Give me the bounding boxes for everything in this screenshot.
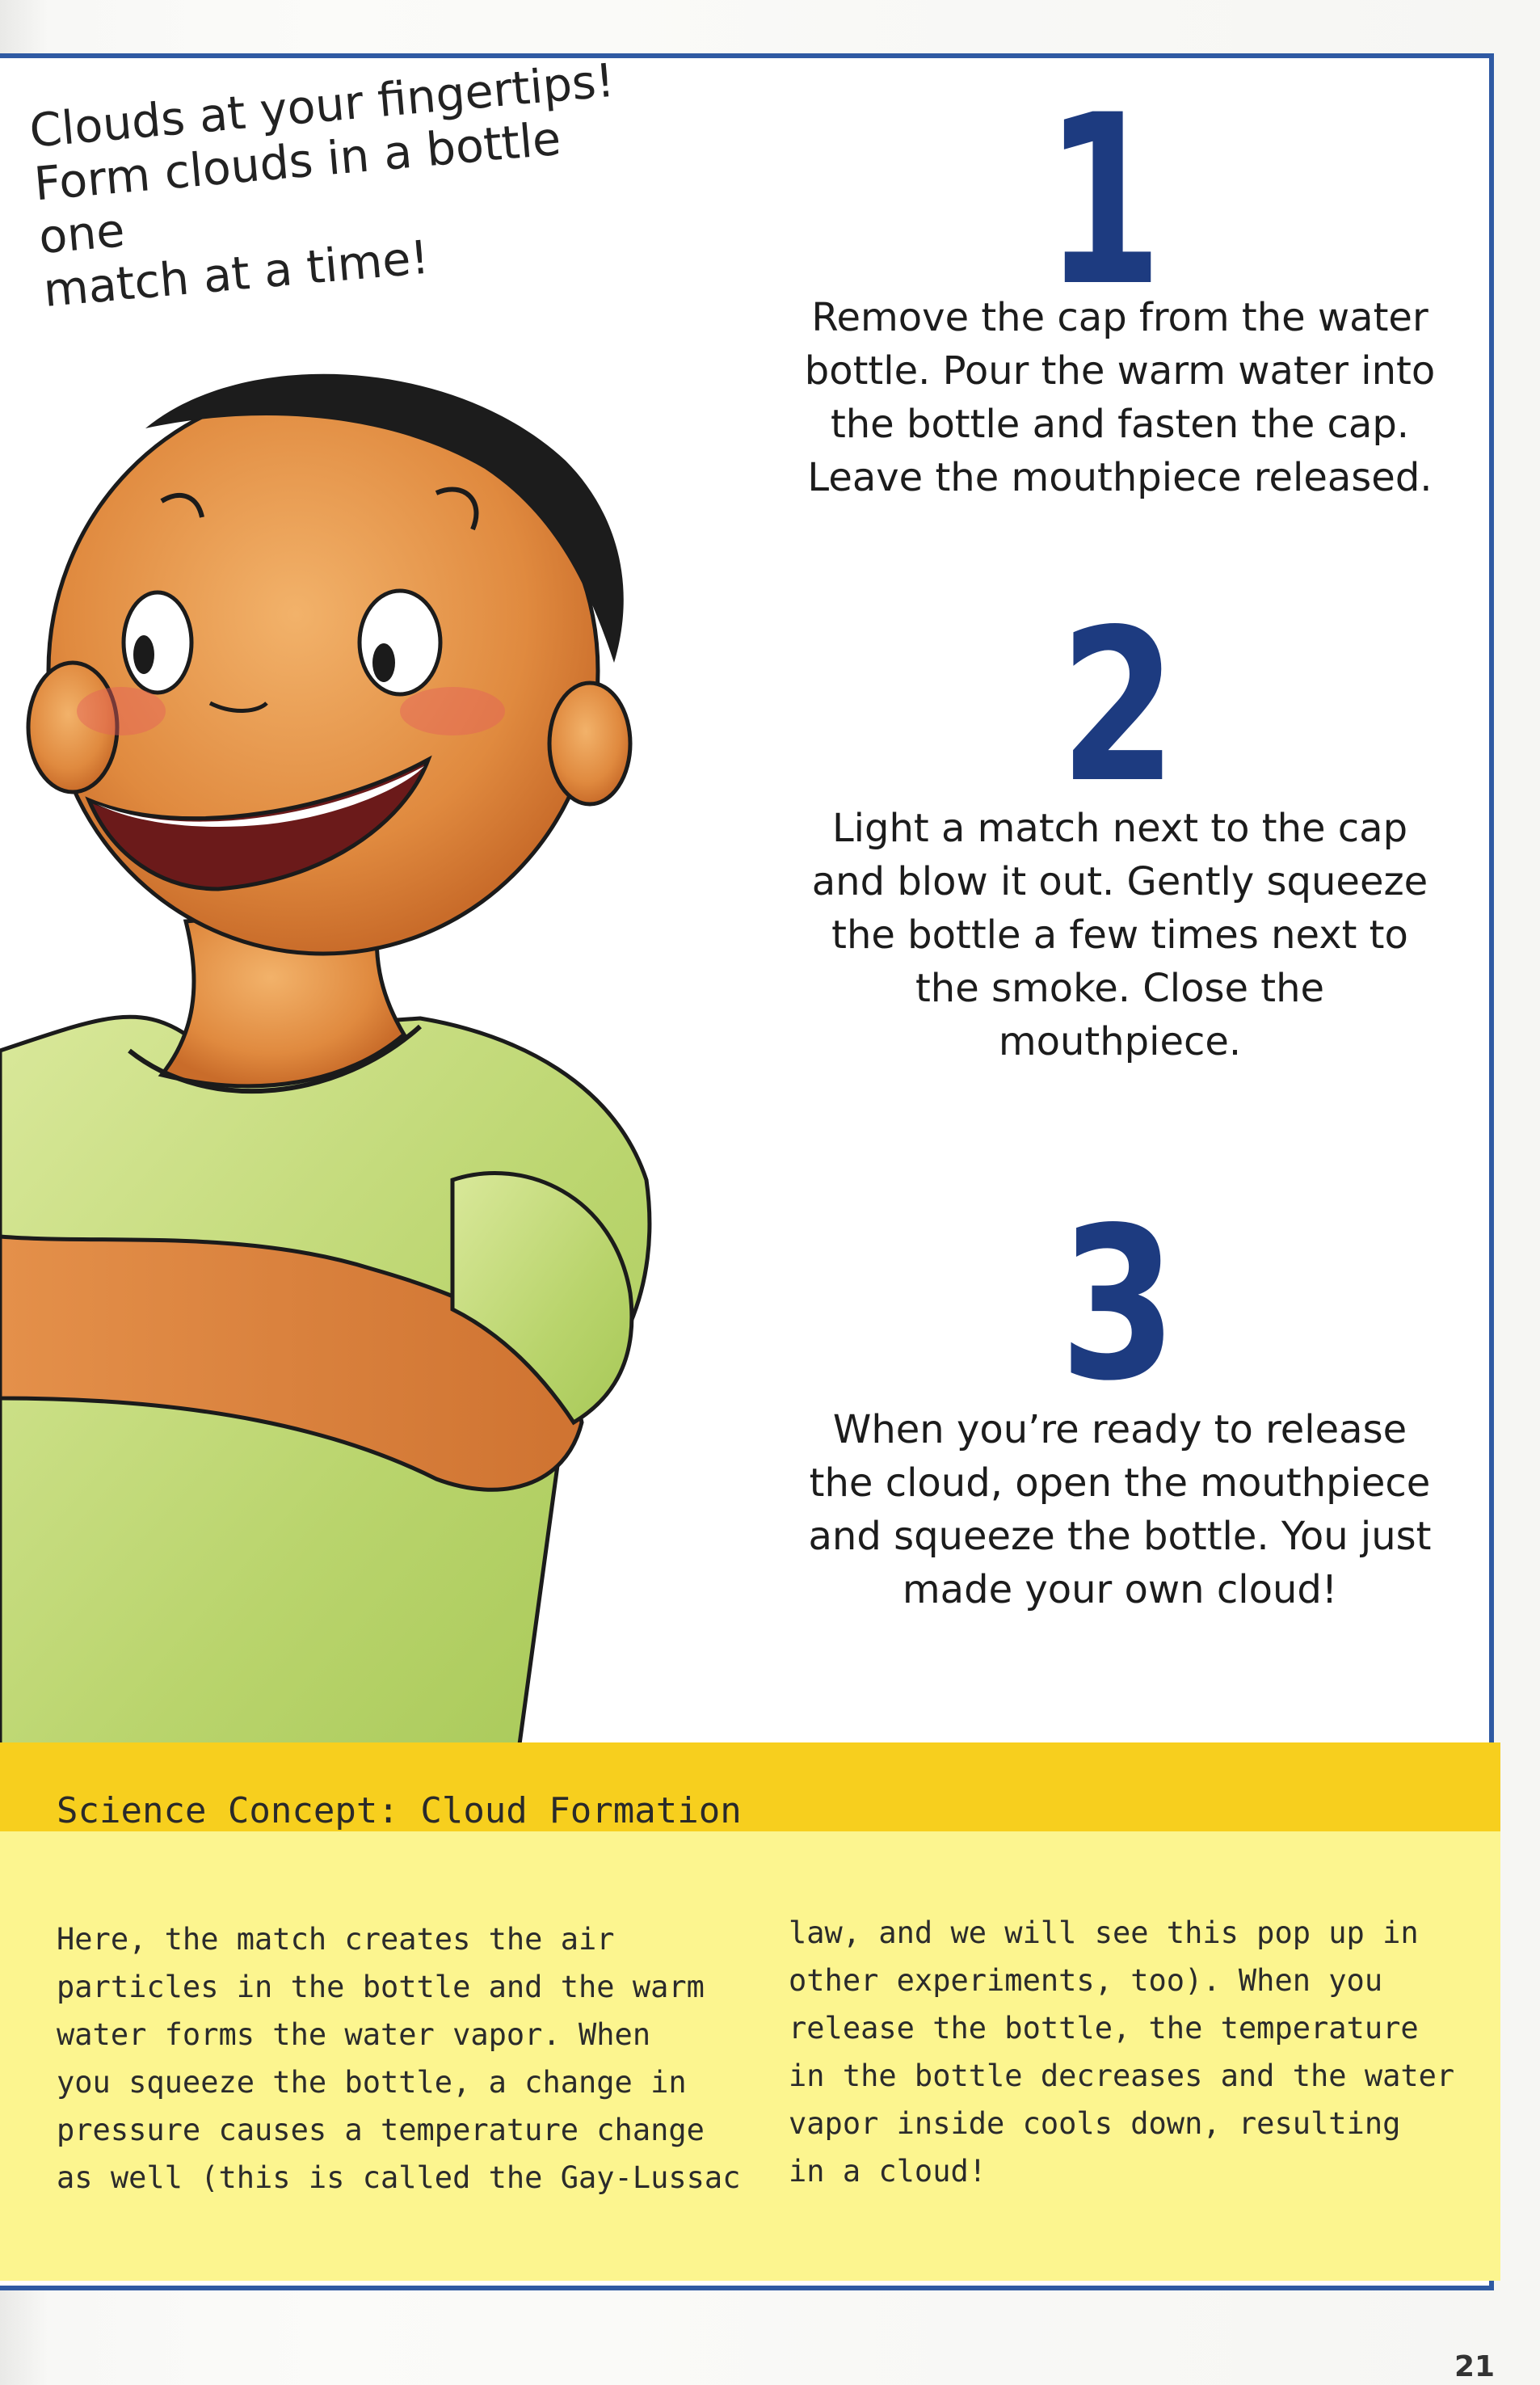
concept-text-left: Here, the match creates the air particles in the bottle and the warm water forms the water vapor. When you squeeze the bottle, a change in pressure causes a temperature change as well (this is called the Gay-Lussac [57, 1922, 741, 2195]
boy-arms-crossed-illustration [0, 323, 695, 1762]
ear-right [549, 683, 630, 804]
pupil-right [372, 643, 395, 682]
pupil-left [133, 635, 154, 674]
step-1-text: Remove the cap from the water bottle. Pour the warm water into the bottle and fasten the cap. Leave the mouthpiece released. [804, 295, 1436, 500]
eye-left [124, 592, 191, 693]
step-2-number: 2 [1059, 585, 1177, 829]
cheek-right [400, 687, 505, 735]
eye-right [360, 591, 440, 694]
step-2-text: Light a match next to the cap and blow it out. Gently squeeze the bottle a few times next to the smoke. Close the mouthpiece. [811, 806, 1428, 1064]
concept-title: Science Concept: Cloud Formation [57, 1790, 742, 1831]
step-3-number: 3 [1059, 1183, 1177, 1427]
step-3-text: When you’re ready to release the cloud, open the mouthpiece and squeeze the bottle. You just made your own cloud! [808, 1407, 1432, 1612]
cheek-left [77, 687, 166, 735]
step-1-number: 1 [1045, 65, 1163, 338]
intro-caption: Clouds at your fingertips! Form clouds in a bottle one match at a time! [27, 53, 616, 318]
concept-text-right: law, and we will see this pop up in other experiments, too). When you release the bottle, the temperature in the bottle decreases and the water vapor inside cools down, resulting in a cloud! [789, 1915, 1455, 2189]
page-number: 21 [1454, 2350, 1496, 2383]
